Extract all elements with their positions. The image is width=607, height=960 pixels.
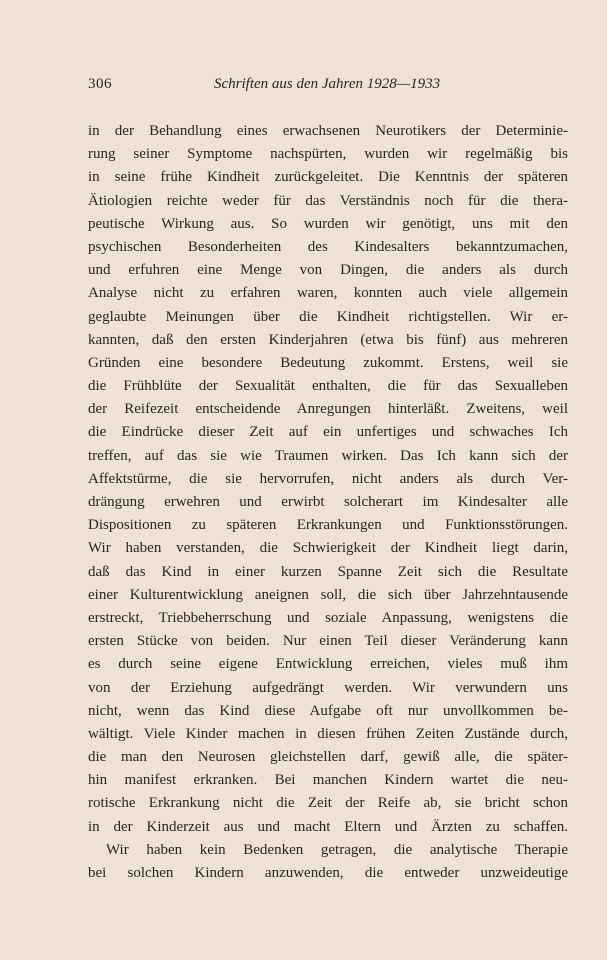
text-line: es durch seine eigene Entwicklung erreichen, vieles muß ihm (88, 656, 568, 673)
running-title: Schriften aus den Jahren 1928—1933 (214, 76, 441, 92)
text-line: Wir haben verstanden, die Schwierigkeit der Kindheit liegt darin, (88, 540, 568, 557)
text-line: Dispositionen zu späteren Erkrankungen und Funktionsstörungen. (88, 517, 568, 534)
text-line: psychischen Besonderheiten des Kindesalters bekanntzumachen, (88, 238, 568, 255)
text-line: ersten Stücke von beiden. Nur einen Teil dieser Veränderung kann (88, 633, 568, 650)
text-line: in der Behandlung eines erwachsenen Neurotikers der Determinie- (88, 123, 568, 139)
text-line: geglaubte Meinungen über die Kindheit richtigstellen. Wir er- (88, 308, 568, 325)
text-line: die man den Neurosen gleichstellen darf, gewiß alle, die später- (88, 749, 568, 766)
text-line: Analyse nicht zu erfahren waren, konnten auch viele allgemein (88, 285, 568, 302)
text-line: in der Kinderzeit aus und macht Eltern und Ärzten zu schaffen. (88, 818, 568, 835)
text-line: treffen, auf das sie wie Traumen wirken. Das Ich kann sich der (88, 447, 568, 464)
text-line: drängung erwehren und erwirbt solcherart im Kindesalter alle (88, 494, 568, 510)
text-line: die Frühblüte der Sexualität enthalten, die für das Sexualleben (88, 378, 568, 395)
text-line: Affektstürme, die sie hervorrufen, nicht anders als durch Ver- (88, 470, 568, 487)
text-line: Ätiologien reichte weder für das Verständnis noch für die thera- (88, 192, 568, 209)
text-line: einer Kulturentwicklung aneignen soll, die sich über Jahrzehntausende (88, 586, 568, 603)
text-line: kannten, daß den ersten Kinderjahren (etwa bis fünf) aus mehreren (88, 331, 568, 348)
page-header (88, 76, 568, 100)
page-number: 306 (88, 76, 112, 92)
text-line: rotische Erkrankung nicht die Zeit der Reife ab, sie bricht schon (88, 795, 568, 812)
text-line: und erfuhren eine Menge von Dingen, die anders als durch (88, 262, 568, 279)
text-line: rung seiner Symptome nachspürten, wurden wir regelmäßig bis (88, 146, 568, 163)
text-line: Wir haben kein Bedenken getragen, die analytische Therapie (106, 841, 568, 858)
text-line: nicht, wenn das Kind diese Aufgabe oft nur unvollkommen be- (88, 702, 568, 719)
text-line: peutische Wirkung aus. So wurden wir genötigt, uns mit den (88, 215, 568, 232)
text-line: Gründen eine besondere Bedeutung zukommt. Erstens, weil sie (88, 354, 568, 371)
text-line: der Reifezeit entscheidende Anregungen hinterläßt. Zweitens, weil (88, 401, 568, 418)
text-line: von der Erziehung aufgedrängt werden. Wir verwundern uns (88, 679, 568, 696)
text-line: hin manifest erkranken. Bei manchen Kindern wartet die neu- (88, 772, 568, 789)
text-line: daß das Kind in einer kurzen Spanne Zeit sich die Resultate (88, 563, 568, 580)
text-line: erstreckt, Triebbeherrschung und soziale Anpassung, wenigstens die (88, 609, 568, 626)
text-line: in seine frühe Kindheit zurückgeleitet. Die Kenntnis der späteren (88, 169, 568, 186)
text-line: bei solchen Kindern anzuwenden, die entweder unzweideutige (88, 865, 568, 881)
text-line: die Eindrücke dieser Zeit auf ein unfertiges und schwaches Ich (88, 424, 568, 441)
text-line: wältigt. Viele Kinder machen in diesen frühen Zeiten Zustände durch, (88, 725, 568, 742)
body-text (88, 120, 568, 885)
